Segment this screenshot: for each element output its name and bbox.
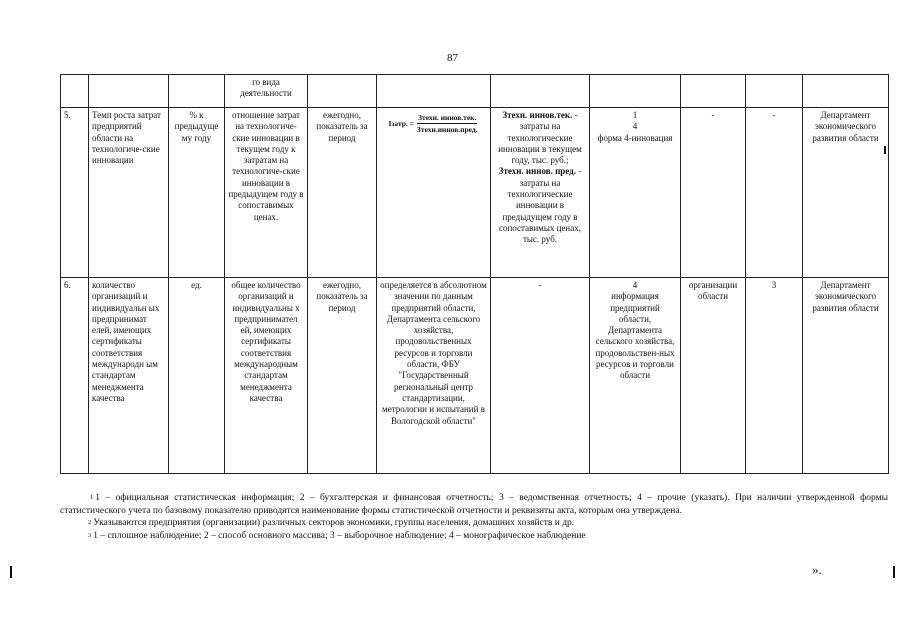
table-row [61, 108, 889, 278]
formula-numerator: Зтехн. иннов.тек. [417, 112, 477, 124]
cell-object: организации области [681, 278, 746, 474]
page-number: 87 [447, 52, 458, 64]
table-row [61, 278, 889, 474]
cell-formula [377, 108, 491, 278]
cell-calculation: определяется в абсолютном значении по данным предприятий области, Департамента сельского хозяйства, продовольственных ресурсов и торговли области, ФБУ "Государственный региональный центр стандартизации, метрологии и испытаний в Вологодской области" [377, 278, 491, 474]
cell-method: 1 4 форма 4-инновация [590, 108, 681, 278]
cell-number: 5. [61, 108, 89, 278]
variable-term: Зтехн. иннов.тек. [502, 110, 573, 120]
cell-unit: ед. [169, 278, 225, 474]
formula-denominator: Зтехн.иннов.пред. [416, 125, 478, 135]
cell-coverage: 3 [746, 278, 803, 474]
cell-variables: - [491, 278, 590, 474]
cell-periodicity: ежегодно, показатель за период [308, 108, 377, 278]
cell-definition: общее количество организаций и индивидуальны х предпринимател ей, имеющих сертификаты соответствия международным стандартам менеджмента качества [225, 278, 308, 474]
table-row-continuation [61, 75, 889, 108]
cell-indicator-name: Темп роста затрат предприятий области на технологиче-ские инновации [89, 108, 169, 278]
footnote: $^3$ 1 – сплошное наблюдение; 2 – способ основного массива; 3 – выборочное наблюдение; 4 – монографическое наблюдение [88, 530, 586, 541]
cell-unit: % к предыдуще му году [169, 108, 225, 278]
variable-description: - затраты на технологические инновации в текущем году, тыс. руб.; [498, 110, 582, 166]
cell-indicator-name: количество организаций и индивидуальн ых предпринимат елей, имеющих сертификаты соответствия международн ым стандартам менеджмента качества [89, 278, 169, 474]
footnotes [60, 492, 888, 542]
footnote: $^1$ 1 – официальная статистическая информация; 2 – бухгалтерская и финансовая отчетность; 3 – ведомственная отчетность; 4 – прочие (указать). При наличии утвержденной формы статистического учета по базовому показателю приводятся наименование формы статистической отчетности и реквизиты акта, которым она утверждена. [60, 493, 888, 516]
left-edge-mark [10, 566, 12, 578]
cell-variables [491, 108, 590, 278]
cell-periodicity: ежегодно, показатель за период [308, 278, 377, 474]
cell-definition: отношение затрат на технологиче-ские инновации в текущем году к затратам на технологиче-ские инновации в предыдущем году в сопоставимых ценах. [225, 108, 308, 278]
formula-lhs: Iзатр. = [388, 119, 414, 129]
cell-method: 4 информация предприятий области, Департамента сельского хозяйства, продовольствен-ных ресурсов и торговли области [590, 278, 681, 474]
closing-quote-mark: ». [812, 562, 822, 577]
cell-coverage: - [746, 108, 803, 278]
cell-number: 6. [61, 278, 89, 474]
variable-term: Зтехн. иннов. пред. [498, 166, 576, 177]
variable-description: - затраты на технологические инновации в предыдущем году в сопоставимых ценах, тыс. руб. [499, 166, 582, 245]
right-edge-mark [893, 566, 895, 578]
cell-responsible: Департамент экономического развития области [803, 278, 889, 474]
formula-fraction [416, 112, 479, 136]
indicators-table [60, 74, 889, 474]
cell-responsible: Департамент экономического развития области [803, 108, 889, 278]
cell-object: - [681, 108, 746, 278]
cell-definition-continuation: го вида деятельности [225, 75, 308, 108]
footnote: $^2$ Указываются предприятия (организации) различных секторов экономики, группы населения, домашних хозяйств и др. [88, 518, 575, 528]
right-border-tick [884, 146, 886, 154]
formula [380, 112, 487, 136]
